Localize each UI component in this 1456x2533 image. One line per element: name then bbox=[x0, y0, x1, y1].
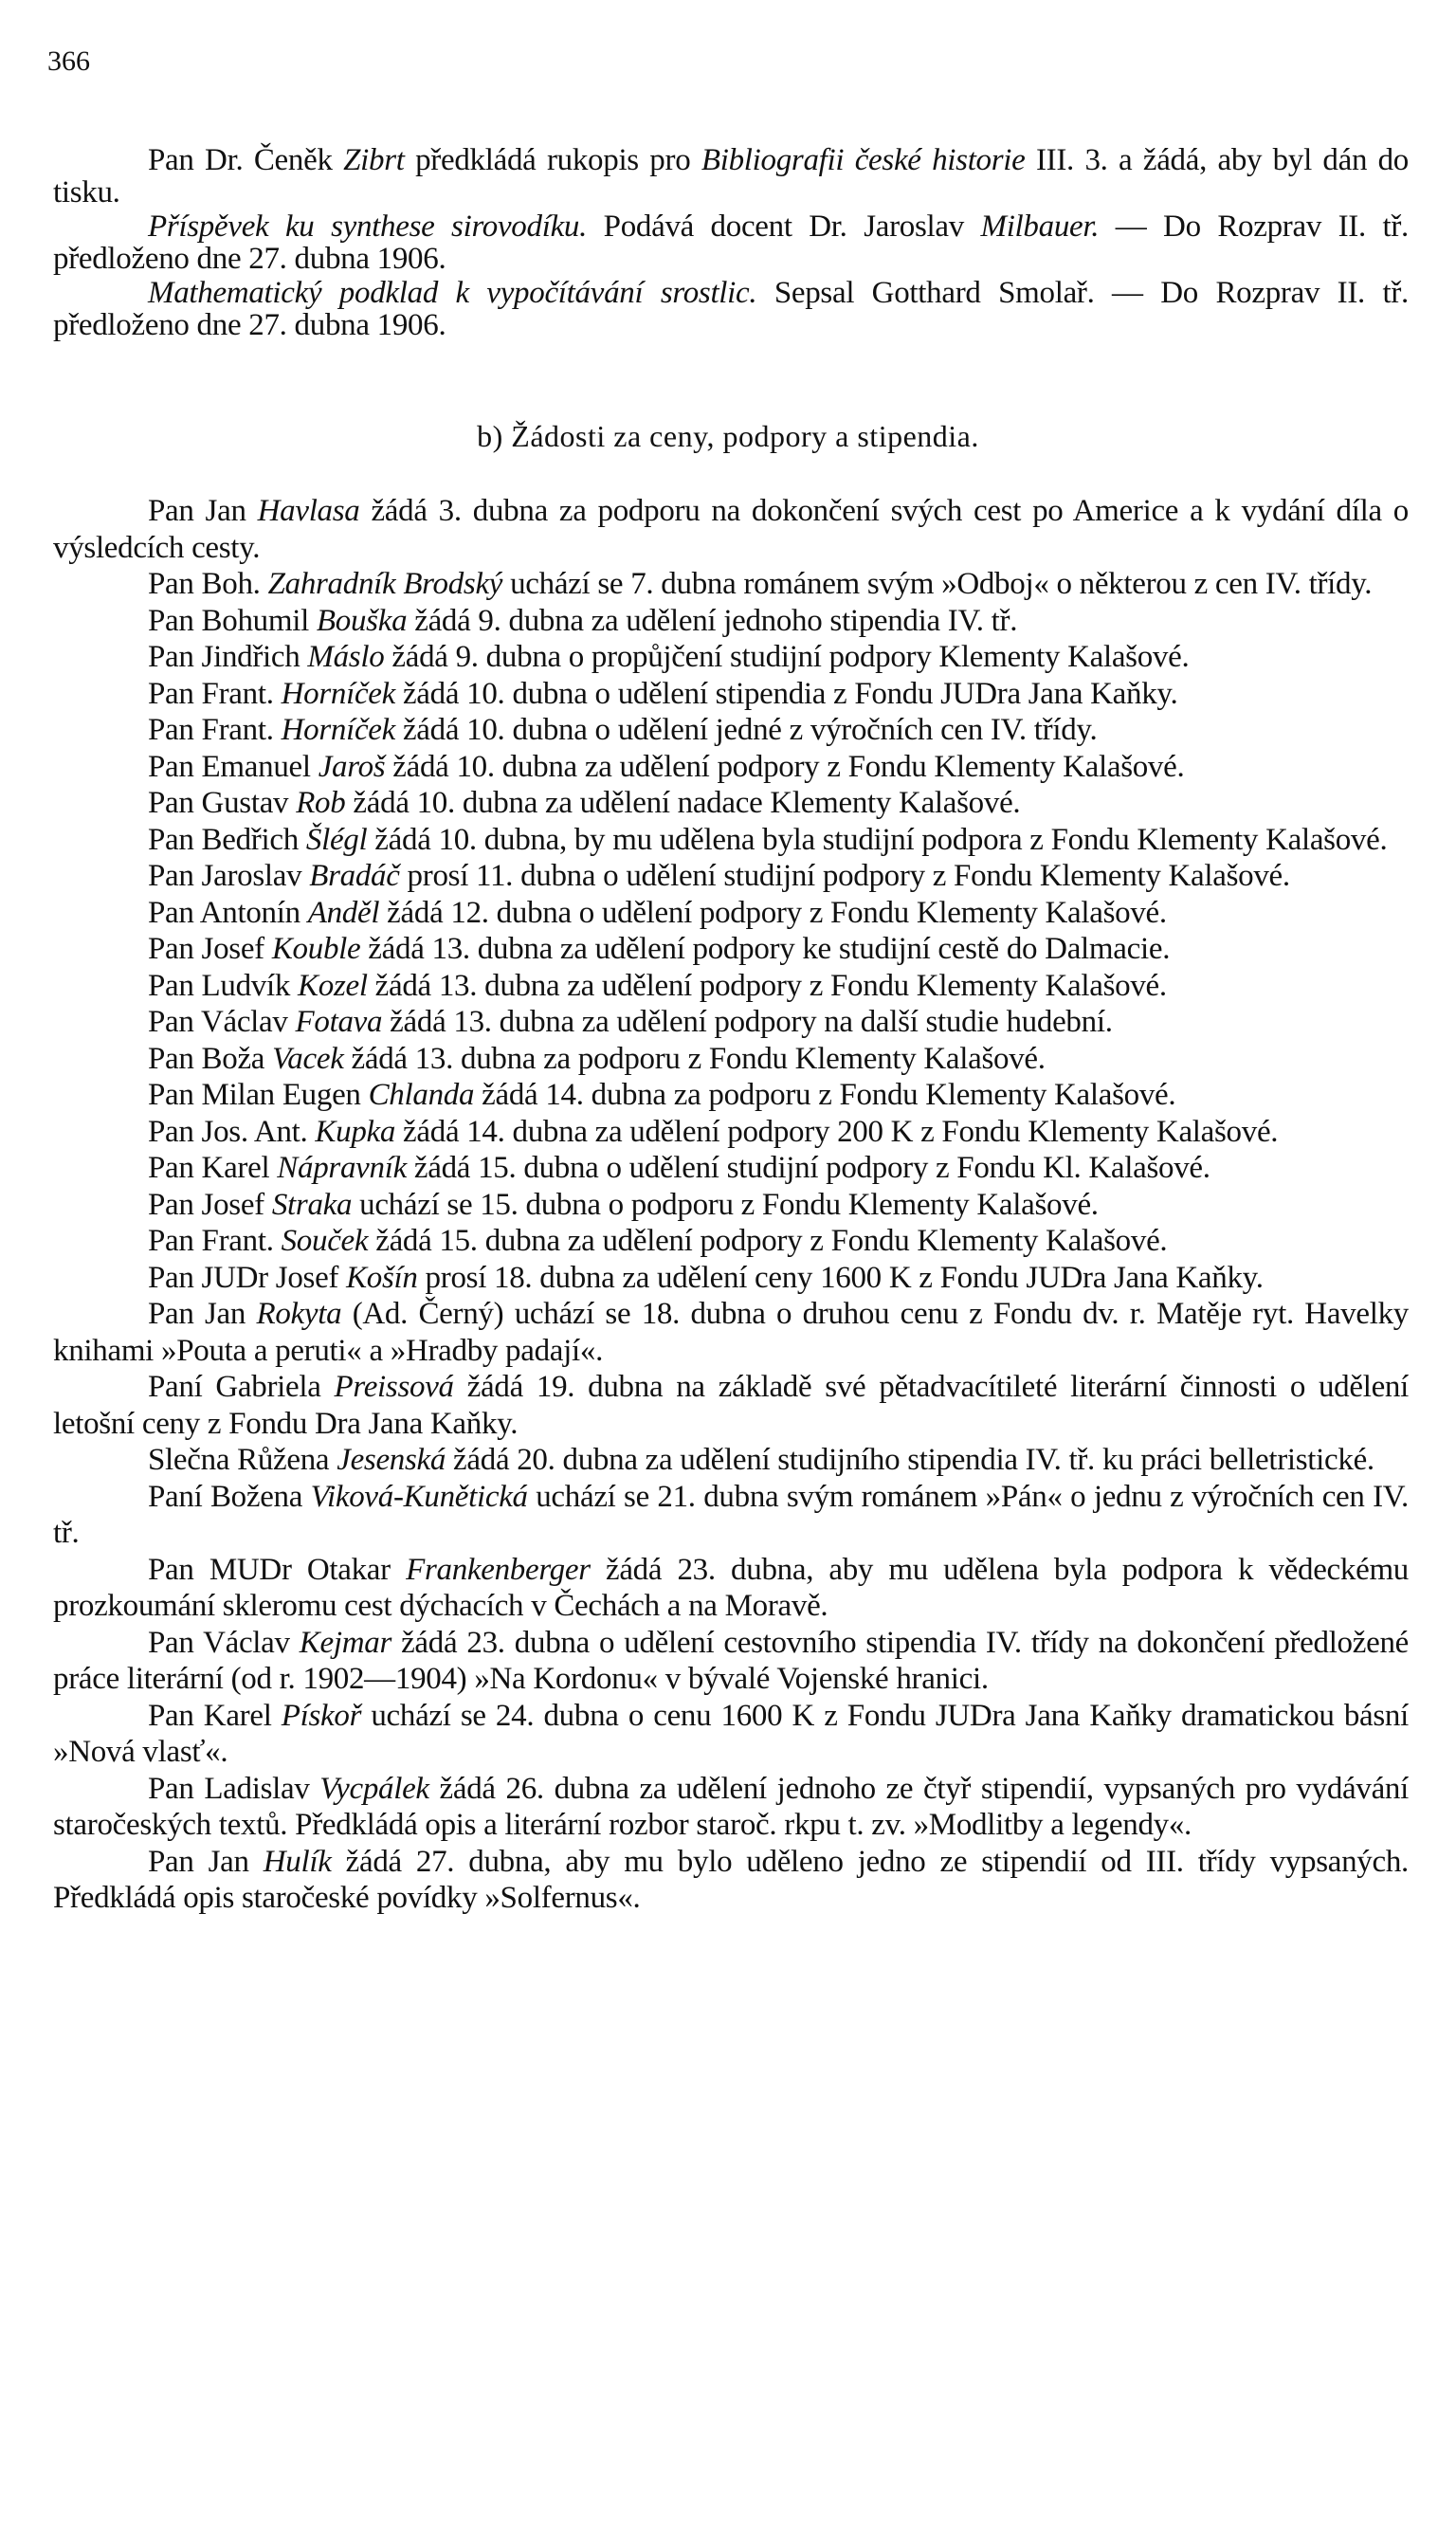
applicant-surname: Anděl bbox=[307, 895, 380, 930]
text: III. 3. a žádá, aby byl dán do tisku. bbox=[53, 143, 1409, 210]
entry-text: žádá 14. dubna za udělení podpory 200 K z Fondu Klementy Kalašové. bbox=[395, 1114, 1279, 1149]
text: — Do Rozprav II. tř. předloženo dne 27. dubna 1906. bbox=[53, 210, 1409, 276]
entry-prefix: Pan Bohumil bbox=[148, 603, 317, 638]
paragraph bbox=[53, 144, 1409, 209]
entry-text: uchází se 15. dubna o podporu z Fondu Klementy Kalašové. bbox=[352, 1187, 1099, 1222]
request-entry bbox=[53, 712, 1409, 749]
applicant-surname: Bouška bbox=[316, 603, 408, 638]
entry-prefix: Pan Václav bbox=[148, 1005, 296, 1039]
request-entry bbox=[53, 639, 1409, 676]
request-entry bbox=[53, 1552, 1409, 1625]
entry-text: žádá 10. dubna za udělení nadace Klementy Kalašové. bbox=[345, 786, 1021, 820]
italic-title: Zibrt bbox=[343, 143, 405, 177]
entry-prefix: Pan Bedřich bbox=[148, 822, 306, 857]
request-entry bbox=[53, 1114, 1409, 1151]
entry-prefix: Pan Karel bbox=[148, 1151, 278, 1185]
request-entry bbox=[53, 676, 1409, 713]
entry-text: uchází se 7. dubna románem svým »Odboj« o některou z cen IV. třídy. bbox=[502, 567, 1373, 601]
entry-prefix: Pan JUDr Josef bbox=[148, 1260, 347, 1295]
applicant-surname: Vycpálek bbox=[319, 1771, 429, 1806]
entry-prefix: Pan Jan bbox=[148, 1297, 257, 1331]
entry-prefix: Pan Josef bbox=[148, 1187, 272, 1222]
entry-prefix: Pan Frant. bbox=[148, 676, 282, 711]
top-section bbox=[53, 144, 1409, 343]
entry-text: žádá 10. dubna za udělení podpory z Fondu Klementy Kalašové. bbox=[385, 749, 1185, 784]
request-entry bbox=[53, 931, 1409, 968]
request-entry bbox=[53, 493, 1409, 566]
applicant-surname: Straka bbox=[271, 1187, 353, 1222]
entry-text: žádá 15. dubna o udělení studijní podpory z Fondu Kl. Kalašové. bbox=[406, 1151, 1210, 1185]
request-entry bbox=[53, 1004, 1409, 1041]
request-entry bbox=[53, 749, 1409, 786]
applicant-surname: Nápravník bbox=[277, 1151, 407, 1185]
entry-text: žádá 9. dubna o propůjčení studijní podpory Klementy Kalašové. bbox=[384, 640, 1190, 674]
request-entry bbox=[53, 1150, 1409, 1187]
entry-prefix: Pan Josef bbox=[148, 932, 272, 966]
text: předkládá rukopis pro bbox=[404, 143, 701, 177]
italic-title: Příspěvek ku synthese sirovodíku. bbox=[148, 210, 588, 244]
italic-name: Bibliografii české historie bbox=[701, 143, 1026, 177]
entry-prefix: Pan Boh. bbox=[148, 567, 268, 601]
applicant-surname: Kupka bbox=[315, 1114, 396, 1149]
paragraph bbox=[53, 277, 1409, 341]
request-entry bbox=[53, 1223, 1409, 1260]
entry-prefix: Pan Jaroslav bbox=[148, 859, 310, 893]
entry-prefix: Pan Antonín bbox=[148, 895, 308, 930]
entry-prefix: Pan Frant. bbox=[148, 713, 282, 747]
entry-text: žádá 10. dubna, by mu udělena byla studijní podpora z Fondu Klementy Kalašové. bbox=[367, 822, 1388, 857]
request-entry bbox=[53, 1260, 1409, 1297]
text: Podává docent Dr. Jaroslav bbox=[587, 210, 981, 244]
entry-prefix: Pan Jan bbox=[148, 494, 258, 528]
applicant-surname: Rob bbox=[296, 786, 346, 820]
entry-prefix: Pan Jos. Ant. bbox=[148, 1114, 316, 1149]
entry-text: uchází se 24. dubna o cenu 1600 K z Fondu JUDra Jana Kaňky dramatickou básní »Nová vlasť«. bbox=[53, 1698, 1409, 1769]
request-entry bbox=[53, 1187, 1409, 1224]
entry-text: žádá 23. dubna o udělení cestovního stipendia IV. třídy na dokončení předložené práce literární (od r. 1902—1904) »Na Kordonu« v bývalé Vojenské hranici. bbox=[53, 1625, 1410, 1696]
request-entry bbox=[53, 1771, 1409, 1844]
requests-list bbox=[53, 493, 1409, 1917]
applicant-surname: Chlanda bbox=[368, 1078, 475, 1112]
applicant-surname: Košín bbox=[346, 1260, 418, 1295]
request-entry bbox=[53, 566, 1409, 603]
entry-text: žádá 3. dubna za podporu na dokončení svých cest po Americe a k vydání díla o výsledcích cesty. bbox=[53, 494, 1409, 565]
entry-text: prosí 11. dubna o udělení studijní podpory z Fondu Klementy Kalašové. bbox=[399, 859, 1290, 893]
request-entry bbox=[53, 968, 1409, 1005]
entry-text: žádá 9. dubna za udělení jednoho stipendia IV. tř. bbox=[407, 603, 1018, 638]
entry-prefix: Pan Jan bbox=[148, 1844, 264, 1879]
applicant-surname: Kouble bbox=[271, 932, 361, 966]
request-entry bbox=[53, 1369, 1409, 1442]
text: Pan Dr. Čeněk bbox=[148, 143, 344, 177]
applicant-surname: Preissová bbox=[334, 1370, 454, 1404]
applicant-surname: Jaroš bbox=[318, 749, 386, 784]
request-entry bbox=[53, 1625, 1409, 1698]
entry-text: žádá 26. dubna za udělení jednoho ze čtyř stipendií, vypsaných pro vydávání staročeských textů. Předkládá opis a literární rozbor staroč. rkpu t. zv. »Modlitby a legendy«. bbox=[53, 1771, 1409, 1842]
request-entry bbox=[53, 1698, 1409, 1771]
applicant-surname: Frankenberger bbox=[406, 1552, 591, 1587]
entry-text: žádá 27. dubna, aby mu bylo uděleno jedno ze stipendií od III. třídy vypsaných. Předkládá opis staročeské povídky »Solfernus«. bbox=[53, 1844, 1409, 1915]
page-number: 366 bbox=[47, 46, 90, 77]
italic-title: Mathematický podklad k vypočítávání srostlic. bbox=[148, 276, 757, 310]
entry-prefix: Pan Ludvík bbox=[148, 968, 299, 1003]
request-entry bbox=[53, 1296, 1409, 1369]
request-entry bbox=[53, 1844, 1409, 1917]
entry-text: žádá 12. dubna o udělení podpory z Fondu Klementy Kalašové. bbox=[379, 895, 1167, 930]
request-entry bbox=[53, 822, 1409, 859]
entry-text: žádá 13. dubna za udělení podpory ke studijní cestě do Dalmacie. bbox=[360, 932, 1171, 966]
entry-text: žádá 20. dubna za udělení studijního stipendia IV. tř. ku práci belletristické. bbox=[446, 1443, 1374, 1477]
entry-prefix: Pan Emanuel bbox=[148, 749, 318, 784]
entry-prefix: Paní Božena bbox=[148, 1479, 311, 1514]
applicant-surname: Kejmar bbox=[299, 1625, 391, 1660]
applicant-surname: Fotava bbox=[295, 1005, 383, 1039]
entry-prefix: Pan Milan Eugen bbox=[148, 1078, 369, 1112]
entry-prefix: Pan Gustav bbox=[148, 786, 297, 820]
request-entry bbox=[53, 1041, 1409, 1078]
entry-text: prosí 18. dubna za udělení ceny 1600 K z Fondu JUDra Jana Kaňky. bbox=[417, 1260, 1264, 1295]
applicant-surname: Kozel bbox=[298, 968, 368, 1003]
entry-prefix: Paní Gabriela bbox=[148, 1370, 335, 1404]
entry-prefix: Pan Karel bbox=[148, 1698, 282, 1733]
request-entry bbox=[53, 1479, 1409, 1552]
request-entry bbox=[53, 603, 1409, 640]
entry-text: žádá 13. dubna za udělení podpory na další studie hudební. bbox=[382, 1005, 1113, 1039]
italic-name: Milbauer. bbox=[980, 210, 1100, 244]
request-entry bbox=[53, 895, 1409, 932]
entry-text: žádá 10. dubna o udělení stipendia z Fondu JUDra Jana Kaňky. bbox=[395, 676, 1178, 711]
applicant-surname: Pískoř bbox=[281, 1698, 362, 1733]
entry-prefix: Slečna Růžena bbox=[148, 1443, 337, 1477]
request-entry bbox=[53, 858, 1409, 895]
applicant-surname: Rokyta bbox=[256, 1297, 342, 1331]
entry-prefix: Pan Boža bbox=[148, 1041, 273, 1076]
entry-text: žádá 13. dubna za udělení podpory z Fondu Klementy Kalašové. bbox=[367, 968, 1167, 1003]
applicant-surname: Bradáč bbox=[309, 859, 400, 893]
entry-prefix: Pan MUDr Otakar bbox=[148, 1552, 407, 1587]
paragraph bbox=[53, 210, 1409, 275]
applicant-surname: Souček bbox=[281, 1224, 369, 1258]
text: Sepsal Gotthard Smolař. — Do Rozprav II. tř. předloženo dne 27. dubna 1906. bbox=[53, 276, 1409, 342]
section-heading: b) Žádosti za ceny, podpory a stipendia. bbox=[477, 419, 979, 453]
entry-text: žádá 23. dubna, aby mu udělena byla podpora k vědeckému prozkoumání skleromu cest dýchacích v Čechách a na Moravě. bbox=[53, 1552, 1410, 1623]
request-entry bbox=[53, 1077, 1409, 1114]
applicant-surname: Horníček bbox=[281, 676, 395, 711]
entry-text: uchází se 21. dubna svým románem »Pán« o jednu z výročních cen IV. tř. bbox=[53, 1479, 1409, 1550]
entry-text: žádá 15. dubna za udělení podpory z Fondu Klementy Kalašové. bbox=[368, 1224, 1168, 1258]
applicant-surname: Horníček bbox=[281, 713, 395, 747]
request-entry bbox=[53, 785, 1409, 822]
entry-prefix: Pan Frant. bbox=[148, 1224, 282, 1258]
applicant-surname: Šlégl bbox=[305, 822, 368, 857]
entry-prefix: Pan Ladislav bbox=[148, 1771, 320, 1806]
entry-text: žádá 19. dubna na základě své pětadvacítileté literární činnosti o udělení letošní ceny z Fondu Dra Jana Kaňky. bbox=[53, 1370, 1409, 1441]
entry-text: (Ad. Černý) uchází se 18. dubna o druhou cenu z Fondu dv. r. Matěje ryt. Havelky knihami »Pouta a peruti« a »Hradby padají«. bbox=[53, 1297, 1409, 1368]
applicant-surname: Máslo bbox=[307, 640, 385, 674]
request-entry bbox=[53, 1442, 1409, 1479]
applicant-surname: Viková-Kunětická bbox=[310, 1479, 528, 1514]
entry-prefix: Pan Jindřich bbox=[148, 640, 308, 674]
applicant-surname: Havlasa bbox=[257, 494, 360, 528]
applicant-surname: Hulík bbox=[263, 1844, 332, 1879]
entry-prefix: Pan Václav bbox=[148, 1625, 300, 1660]
applicant-surname: Vacek bbox=[272, 1041, 344, 1076]
applicant-surname: Jesenská bbox=[337, 1443, 446, 1477]
entry-text: žádá 13. dubna za podporu z Fondu Klementy Kalašové. bbox=[343, 1041, 1046, 1076]
entry-text: žádá 14. dubna za podporu z Fondu Klementy Kalašové. bbox=[474, 1078, 1176, 1112]
applicant-surname: Zahradník Brodský bbox=[267, 567, 503, 601]
entry-text: žádá 10. dubna o udělení jedné z výročních cen IV. třídy. bbox=[395, 713, 1098, 747]
